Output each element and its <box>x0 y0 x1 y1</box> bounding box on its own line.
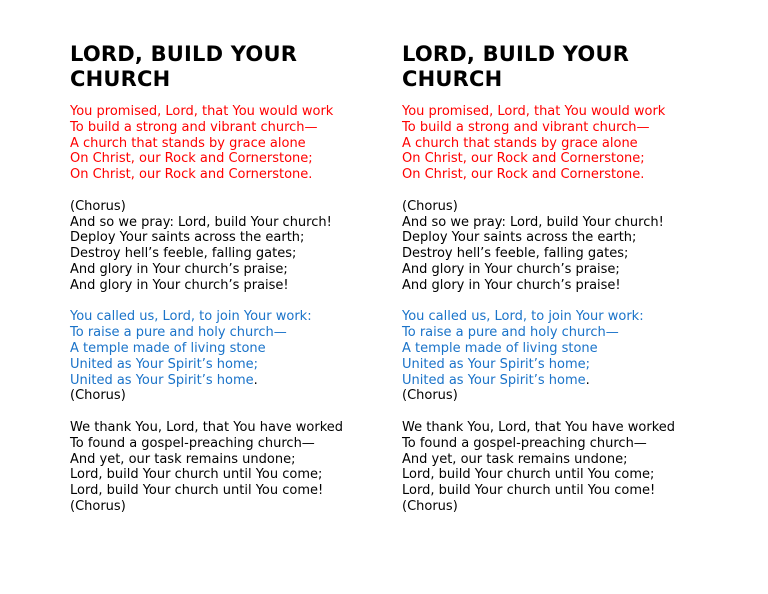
verse-line: And yet, our task remains undone; <box>70 451 296 467</box>
verse-line: To build a strong and vibrant church— <box>70 119 318 135</box>
verse-line-text: United as Your Spirit’s home <box>70 372 254 388</box>
period: . <box>585 372 590 388</box>
verse-line: You promised, Lord, that You would work <box>402 104 666 119</box>
stanza-gap <box>70 183 390 199</box>
verse-line: To raise a pure and holy church— <box>70 325 287 341</box>
verse-line-with-period <box>70 373 390 389</box>
verse-line: On Christ, our Rock and Cornerstone; <box>70 151 313 167</box>
chorus-line: And so we pray: Lord, build Your church! <box>70 214 332 230</box>
verse-line: To found a gospel-preaching church— <box>70 435 315 451</box>
period: . <box>253 372 258 388</box>
verse-1 <box>70 104 390 183</box>
chorus-line: And so we pray: Lord, build Your church! <box>402 214 664 230</box>
chorus <box>70 199 390 294</box>
chorus-label: (Chorus) <box>402 388 458 404</box>
chorus-label: (Chorus) <box>70 198 126 214</box>
stanza-gap <box>402 183 722 199</box>
hymn-column-left <box>70 42 390 515</box>
title-line-2: CHURCH <box>70 67 171 91</box>
verse-line: Lord, build Your church until You come! <box>402 483 656 499</box>
verse-line: You called us, Lord, to join Your work: <box>402 309 644 325</box>
verse-line: We thank You, Lord, that You have worked <box>70 419 344 435</box>
verse-line-with-period <box>402 373 722 389</box>
verse-line: Lord, build Your church until You come; <box>402 467 655 483</box>
hymn-column-right <box>402 42 722 515</box>
verse-2 <box>70 309 390 404</box>
chorus-line: And glory in Your church’s praise! <box>70 277 289 293</box>
verse-line: United as Your Spirit’s home; <box>70 356 259 372</box>
stanza-gap <box>70 404 390 420</box>
title-line-1: LORD, BUILD YOUR <box>402 42 630 66</box>
verse-line: To build a strong and vibrant church— <box>402 119 650 135</box>
verse-line: On Christ, our Rock and Cornerstone. <box>402 167 645 183</box>
verse-line: On Christ, our Rock and Cornerstone. <box>70 167 313 183</box>
title-line-1: LORD, BUILD YOUR <box>70 42 298 66</box>
verse-line: A church that stands by grace alone <box>402 135 638 151</box>
title-line-2: CHURCH <box>402 67 503 91</box>
verse-line: United as Your Spirit’s home; <box>402 356 591 372</box>
hymn-title <box>402 42 722 92</box>
verse-line: You promised, Lord, that You would work <box>70 104 334 119</box>
hymn-title <box>70 42 390 92</box>
verse-line: You called us, Lord, to join Your work: <box>70 309 312 325</box>
chorus-line: Deploy Your saints across the earth; <box>70 230 305 246</box>
chorus-label: (Chorus) <box>402 498 458 514</box>
chorus-label: (Chorus) <box>402 198 458 214</box>
verse-2 <box>402 309 722 404</box>
verse-line: And yet, our task remains undone; <box>402 451 628 467</box>
verse-line: To raise a pure and holy church— <box>402 325 619 341</box>
verse-line: A temple made of living stone <box>402 340 598 356</box>
stanza-gap <box>70 294 390 310</box>
verse-line: To found a gospel-preaching church— <box>402 435 647 451</box>
verse-3 <box>402 420 722 515</box>
stanza-gap <box>402 404 722 420</box>
verse-line: A church that stands by grace alone <box>70 135 306 151</box>
chorus-line: And glory in Your church’s praise; <box>70 261 288 277</box>
chorus-label: (Chorus) <box>70 388 126 404</box>
verse-line: A temple made of living stone <box>70 340 266 356</box>
chorus-line: Destroy hell’s feeble, falling gates; <box>402 246 629 262</box>
chorus-line: And glory in Your church’s praise; <box>402 261 620 277</box>
stanza-gap <box>402 294 722 310</box>
verse-3 <box>70 420 390 515</box>
chorus-label: (Chorus) <box>70 498 126 514</box>
verse-line: We thank You, Lord, that You have worked <box>402 419 676 435</box>
chorus <box>402 199 722 294</box>
verse-1 <box>402 104 722 183</box>
chorus-line: And glory in Your church’s praise! <box>402 277 621 293</box>
verse-line: On Christ, our Rock and Cornerstone; <box>402 151 645 167</box>
verse-line-text: United as Your Spirit’s home <box>402 372 586 388</box>
chorus-line: Deploy Your saints across the earth; <box>402 230 637 246</box>
chorus-line: Destroy hell’s feeble, falling gates; <box>70 246 297 262</box>
verse-line: Lord, build Your church until You come; <box>70 467 323 483</box>
verse-line: Lord, build Your church until You come! <box>70 483 324 499</box>
